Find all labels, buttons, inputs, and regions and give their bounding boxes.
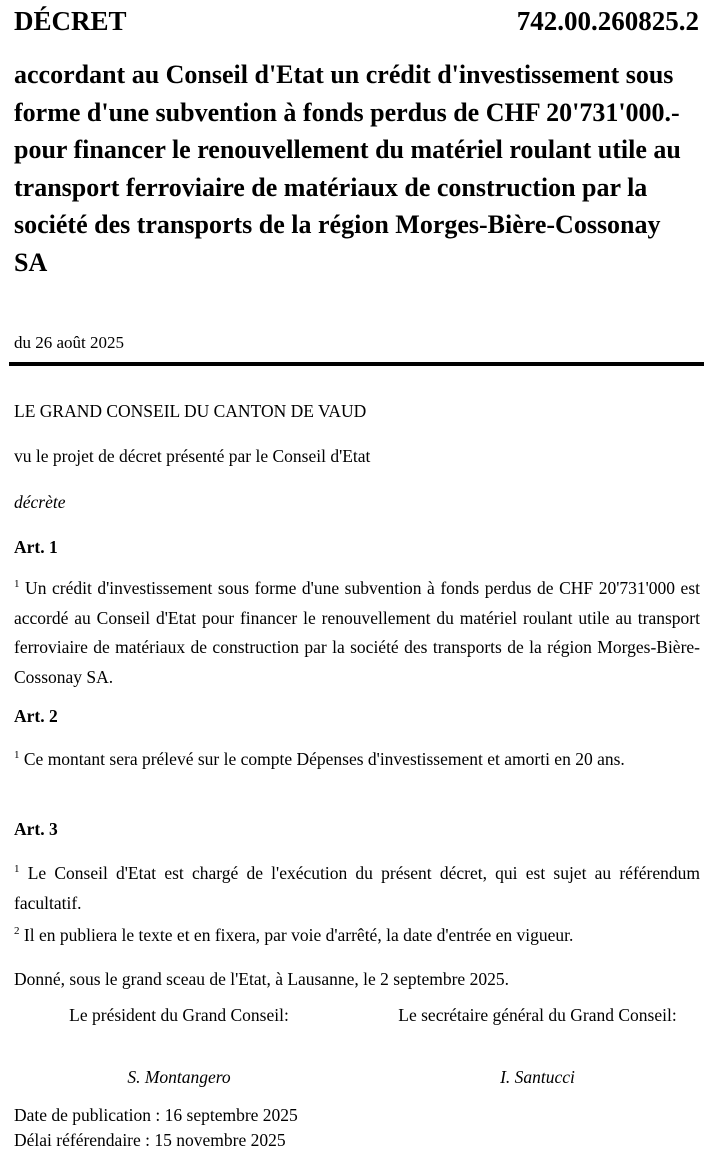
president-title: Le président du Grand Conseil: bbox=[69, 1005, 289, 1025]
article-3-paragraph-1 bbox=[14, 859, 700, 918]
article-3-paragraph-2 bbox=[14, 921, 700, 951]
article-1-paragraph-1 bbox=[14, 574, 700, 692]
divider bbox=[9, 362, 704, 366]
article-3-heading: Art. 3 bbox=[14, 819, 58, 839]
paragraph-number: 1 bbox=[14, 578, 20, 591]
article-2-paragraph-1 bbox=[14, 745, 700, 775]
authority: LE GRAND CONSEIL DU CANTON DE VAUD bbox=[14, 401, 367, 421]
referendum-deadline: Délai référendaire : 15 novembre 2025 bbox=[14, 1130, 286, 1150]
document-number: 742.00.260825.2 bbox=[516, 6, 699, 36]
paragraph-text: Un crédit d'investissement sous forme d'une subvention à fonds perdus de CHF 20'731'000 est accordé au Conseil d'Etat pour financer le renouvellement du matériel roulant utile au transport ferroviaire de matériaux de construction par la société des transports de la région Morges-Bière-Cossonay SA. bbox=[14, 578, 700, 687]
secretary-title: Le secrétaire général du Grand Conseil: bbox=[398, 1005, 677, 1025]
decree-title: accordant au Conseil d'Etat un crédit d'investissement sous forme d'une subvention à fonds perdus de CHF 20'731'000.- pour financer le renouvellement du matériel roulant utile au transport ferroviaire de matériaux de construction par la société des transports de la région Morges-Bière-Cossonay SA bbox=[14, 60, 681, 277]
paragraph-number: 1 bbox=[14, 863, 20, 876]
preamble: vu le projet de décret présenté par le Conseil d'Etat bbox=[14, 446, 371, 466]
document-header bbox=[14, 6, 699, 42]
publication-date: Date de publication : 16 septembre 2025 bbox=[14, 1105, 298, 1125]
paragraph-number: 1 bbox=[14, 749, 20, 762]
secretary-signature: I. Santucci bbox=[500, 1067, 575, 1087]
paragraph-text: Le Conseil d'Etat est chargé de l'exécution du présent décret, qui est sujet au référendum facultatif. bbox=[14, 863, 700, 913]
enactment-clause: décrète bbox=[14, 492, 66, 512]
president-signature: S. Montangero bbox=[127, 1067, 231, 1087]
document-type: DÉCRET bbox=[14, 6, 127, 36]
decree-date: du 26 août 2025 bbox=[14, 333, 125, 352]
given-clause: Donné, sous le grand sceau de l'Etat, à Lausanne, le 2 septembre 2025. bbox=[14, 969, 509, 989]
paragraph-text: Ce montant sera prélevé sur le compte Dépenses d'investissement et amorti en 20 ans. bbox=[19, 749, 625, 769]
paragraph-number: 2 bbox=[14, 925, 20, 938]
article-2-heading: Art. 2 bbox=[14, 706, 58, 726]
article-1-heading: Art. 1 bbox=[14, 537, 58, 557]
paragraph-text: Il en publiera le texte et en fixera, par voie d'arrêté, la date d'entrée en vigueur. bbox=[19, 925, 574, 945]
